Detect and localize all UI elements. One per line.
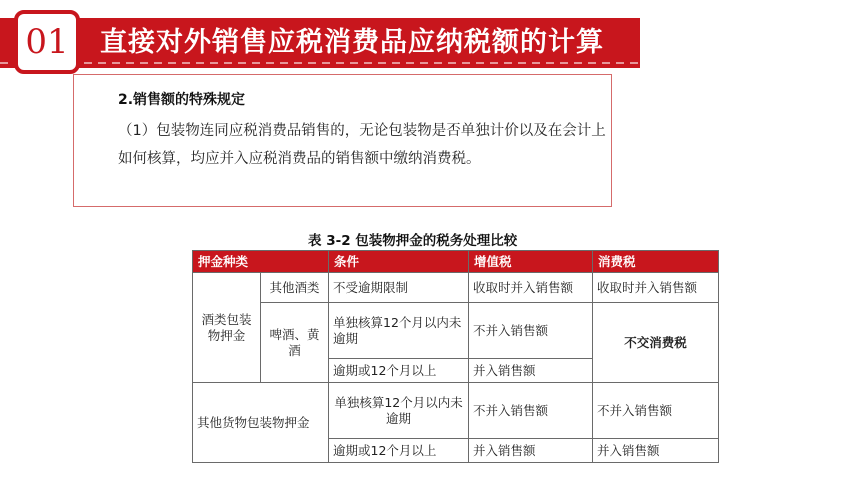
cell-beer-wine: 啤酒、黄酒 — [261, 303, 329, 383]
cell-vat: 不并入销售额 — [469, 383, 593, 439]
cell-vat: 收取时并入销售额 — [469, 273, 593, 303]
table-caption: 表 3-2 包装物押金的税务处理比较 — [308, 233, 518, 249]
table-header-row — [193, 251, 719, 273]
header-consumption-tax: 消费税 — [593, 251, 719, 273]
cell-condition: 单独核算12个月以内未逾期 — [329, 303, 469, 359]
header-vat: 增值税 — [469, 251, 593, 273]
header-category: 押金种类 — [193, 251, 329, 273]
content-box — [73, 74, 612, 207]
deposit-tax-table — [192, 250, 719, 463]
cell-other-liquor: 其他酒类 — [261, 273, 329, 303]
section-title: 直接对外销售应税消费品应纳税额的计算 — [100, 27, 604, 58]
cell-condition: 不受逾期限制 — [329, 273, 469, 303]
section-number-badge: 01 — [14, 10, 80, 74]
cell-vat: 不并入销售额 — [469, 303, 593, 359]
cell-liquor-group: 酒类包装物押金 — [193, 273, 261, 383]
cell-condition: 逾期或12个月以上 — [329, 359, 469, 383]
table-row — [193, 383, 719, 439]
header-condition: 条件 — [329, 251, 469, 273]
cell-vat: 并入销售额 — [469, 359, 593, 383]
cell-consumption-tax: 并入销售额 — [593, 439, 719, 463]
table-row — [193, 303, 719, 359]
section-header-bar — [0, 18, 640, 68]
cell-vat: 并入销售额 — [469, 439, 593, 463]
content-heading: 2.销售额的特殊规定 — [118, 92, 246, 108]
cell-consumption-tax: 收取时并入销售额 — [593, 273, 719, 303]
cell-other-goods: 其他货物包装物押金 — [193, 383, 329, 463]
table-row — [193, 273, 719, 303]
cell-condition: 逾期或12个月以上 — [329, 439, 469, 463]
content-body: （1）包装物连同应税消费品销售的，无论包装物是否单独计价以及在会计上如何核算，均应并入应税消费品的销售额中缴纳消费税。 — [118, 123, 606, 167]
cell-consumption-tax: 不并入销售额 — [593, 383, 719, 439]
cell-condition: 单独核算12个月以内未逾期 — [329, 383, 469, 439]
cell-consumption-tax: 不交消费税 — [593, 303, 719, 383]
header-divider — [0, 62, 640, 64]
